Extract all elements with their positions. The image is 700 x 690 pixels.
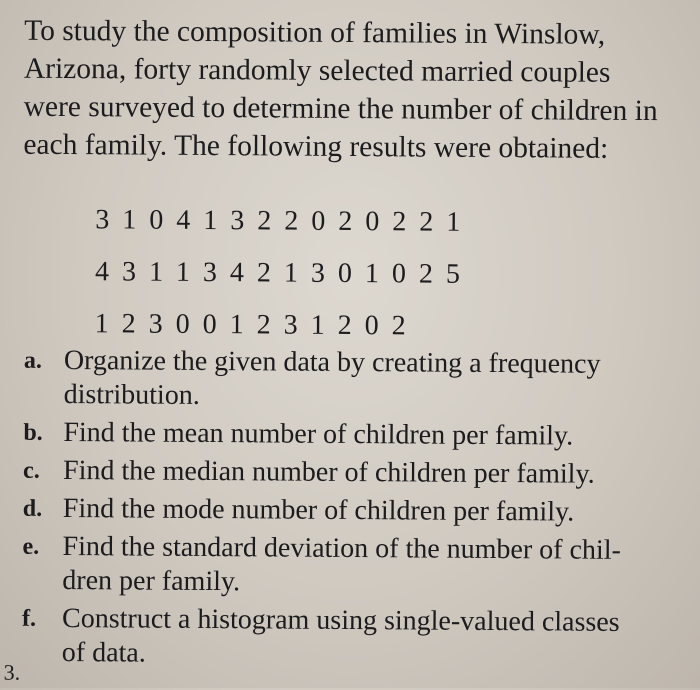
data-value: 2	[392, 206, 407, 238]
data-row	[88, 246, 466, 301]
data-value: 3	[230, 205, 245, 237]
question-text	[63, 416, 693, 454]
data-value: 1	[122, 204, 137, 236]
data-value: 1	[229, 309, 244, 341]
question-line: Find the standard deviation of the number of chil-	[62, 530, 621, 566]
data-value: 0	[175, 308, 190, 340]
question-letter: d.	[22, 495, 43, 522]
data-value: 2	[337, 309, 352, 342]
data-row	[89, 194, 467, 249]
data-value: 3	[95, 204, 110, 236]
question-letter: c.	[23, 457, 40, 484]
next-problem-number: 3.	[3, 659, 21, 685]
intro-line: Arizona, forty randomly selected married couples	[23, 52, 611, 89]
data-value: 4	[229, 257, 245, 289]
question-item	[20, 602, 692, 675]
question-letter: f.	[21, 605, 37, 632]
data-value: 2	[391, 310, 406, 342]
data-value: 3	[202, 256, 218, 289]
question-item	[21, 416, 693, 455]
data-value: 2	[256, 257, 272, 289]
data-value: 2	[121, 308, 136, 340]
data-value: 3	[310, 257, 326, 289]
data-value: 2	[338, 205, 353, 238]
data-value: 4	[94, 256, 110, 288]
question-line: Organize the given data by creating a frequency	[63, 345, 601, 380]
data-value: 1	[283, 257, 299, 289]
question-item	[20, 530, 692, 603]
intro-line: were surveyed to determine the number of children in	[23, 90, 658, 128]
data-value: 3	[148, 308, 163, 340]
question-line: distribution.	[63, 379, 200, 411]
question-text	[63, 454, 693, 492]
data-value: 1	[94, 308, 109, 340]
question-line: Find the median number of children per family.	[63, 455, 595, 490]
problem-intro	[23, 12, 696, 169]
question-item	[22, 344, 694, 417]
data-value: 0	[364, 310, 379, 342]
data-value: 1	[175, 256, 191, 288]
data-value: 2	[418, 258, 434, 290]
question-text	[64, 344, 694, 416]
data-value: 1	[310, 309, 325, 341]
data-value: 2	[256, 309, 271, 341]
data-value: 1	[203, 204, 218, 237]
question-line: Find the mode number of children per family.	[62, 492, 575, 528]
data-value: 3	[283, 309, 298, 341]
question-letter: b.	[23, 419, 43, 446]
data-value: 2	[419, 206, 434, 238]
question-letter: e.	[22, 533, 40, 560]
question-list	[20, 344, 694, 679]
intro-line: each family. The following results were obtained:	[23, 128, 609, 165]
question-line: Find the mean number of children per family.	[63, 417, 574, 452]
data-value: 0	[149, 204, 164, 236]
data-value: 0	[337, 257, 353, 290]
question-line: dren per family.	[62, 564, 241, 598]
data-value: 0	[311, 205, 326, 237]
intro-line: To study the composition of families in Winslow,	[24, 14, 606, 51]
data-value: 0	[391, 258, 407, 290]
question-item	[21, 454, 693, 493]
data-value: 2	[257, 205, 272, 237]
question-text	[62, 602, 692, 674]
data-table	[88, 194, 467, 353]
data-value: 1	[446, 206, 461, 238]
question-item	[21, 492, 693, 531]
data-value: 1	[148, 256, 164, 288]
data-value: 2	[284, 205, 299, 237]
question-line: Construct a histogram using single-valued classes	[61, 602, 620, 638]
data-value: 3	[121, 256, 137, 288]
data-value: 0	[365, 206, 380, 238]
data-value: 5	[445, 258, 461, 290]
data-value: 4	[176, 204, 191, 236]
question-text	[63, 492, 693, 530]
question-text	[62, 530, 692, 602]
data-value: 0	[202, 308, 217, 341]
question-letter: a.	[23, 347, 42, 374]
question-line: of data.	[61, 636, 146, 669]
data-value: 1	[364, 258, 380, 290]
